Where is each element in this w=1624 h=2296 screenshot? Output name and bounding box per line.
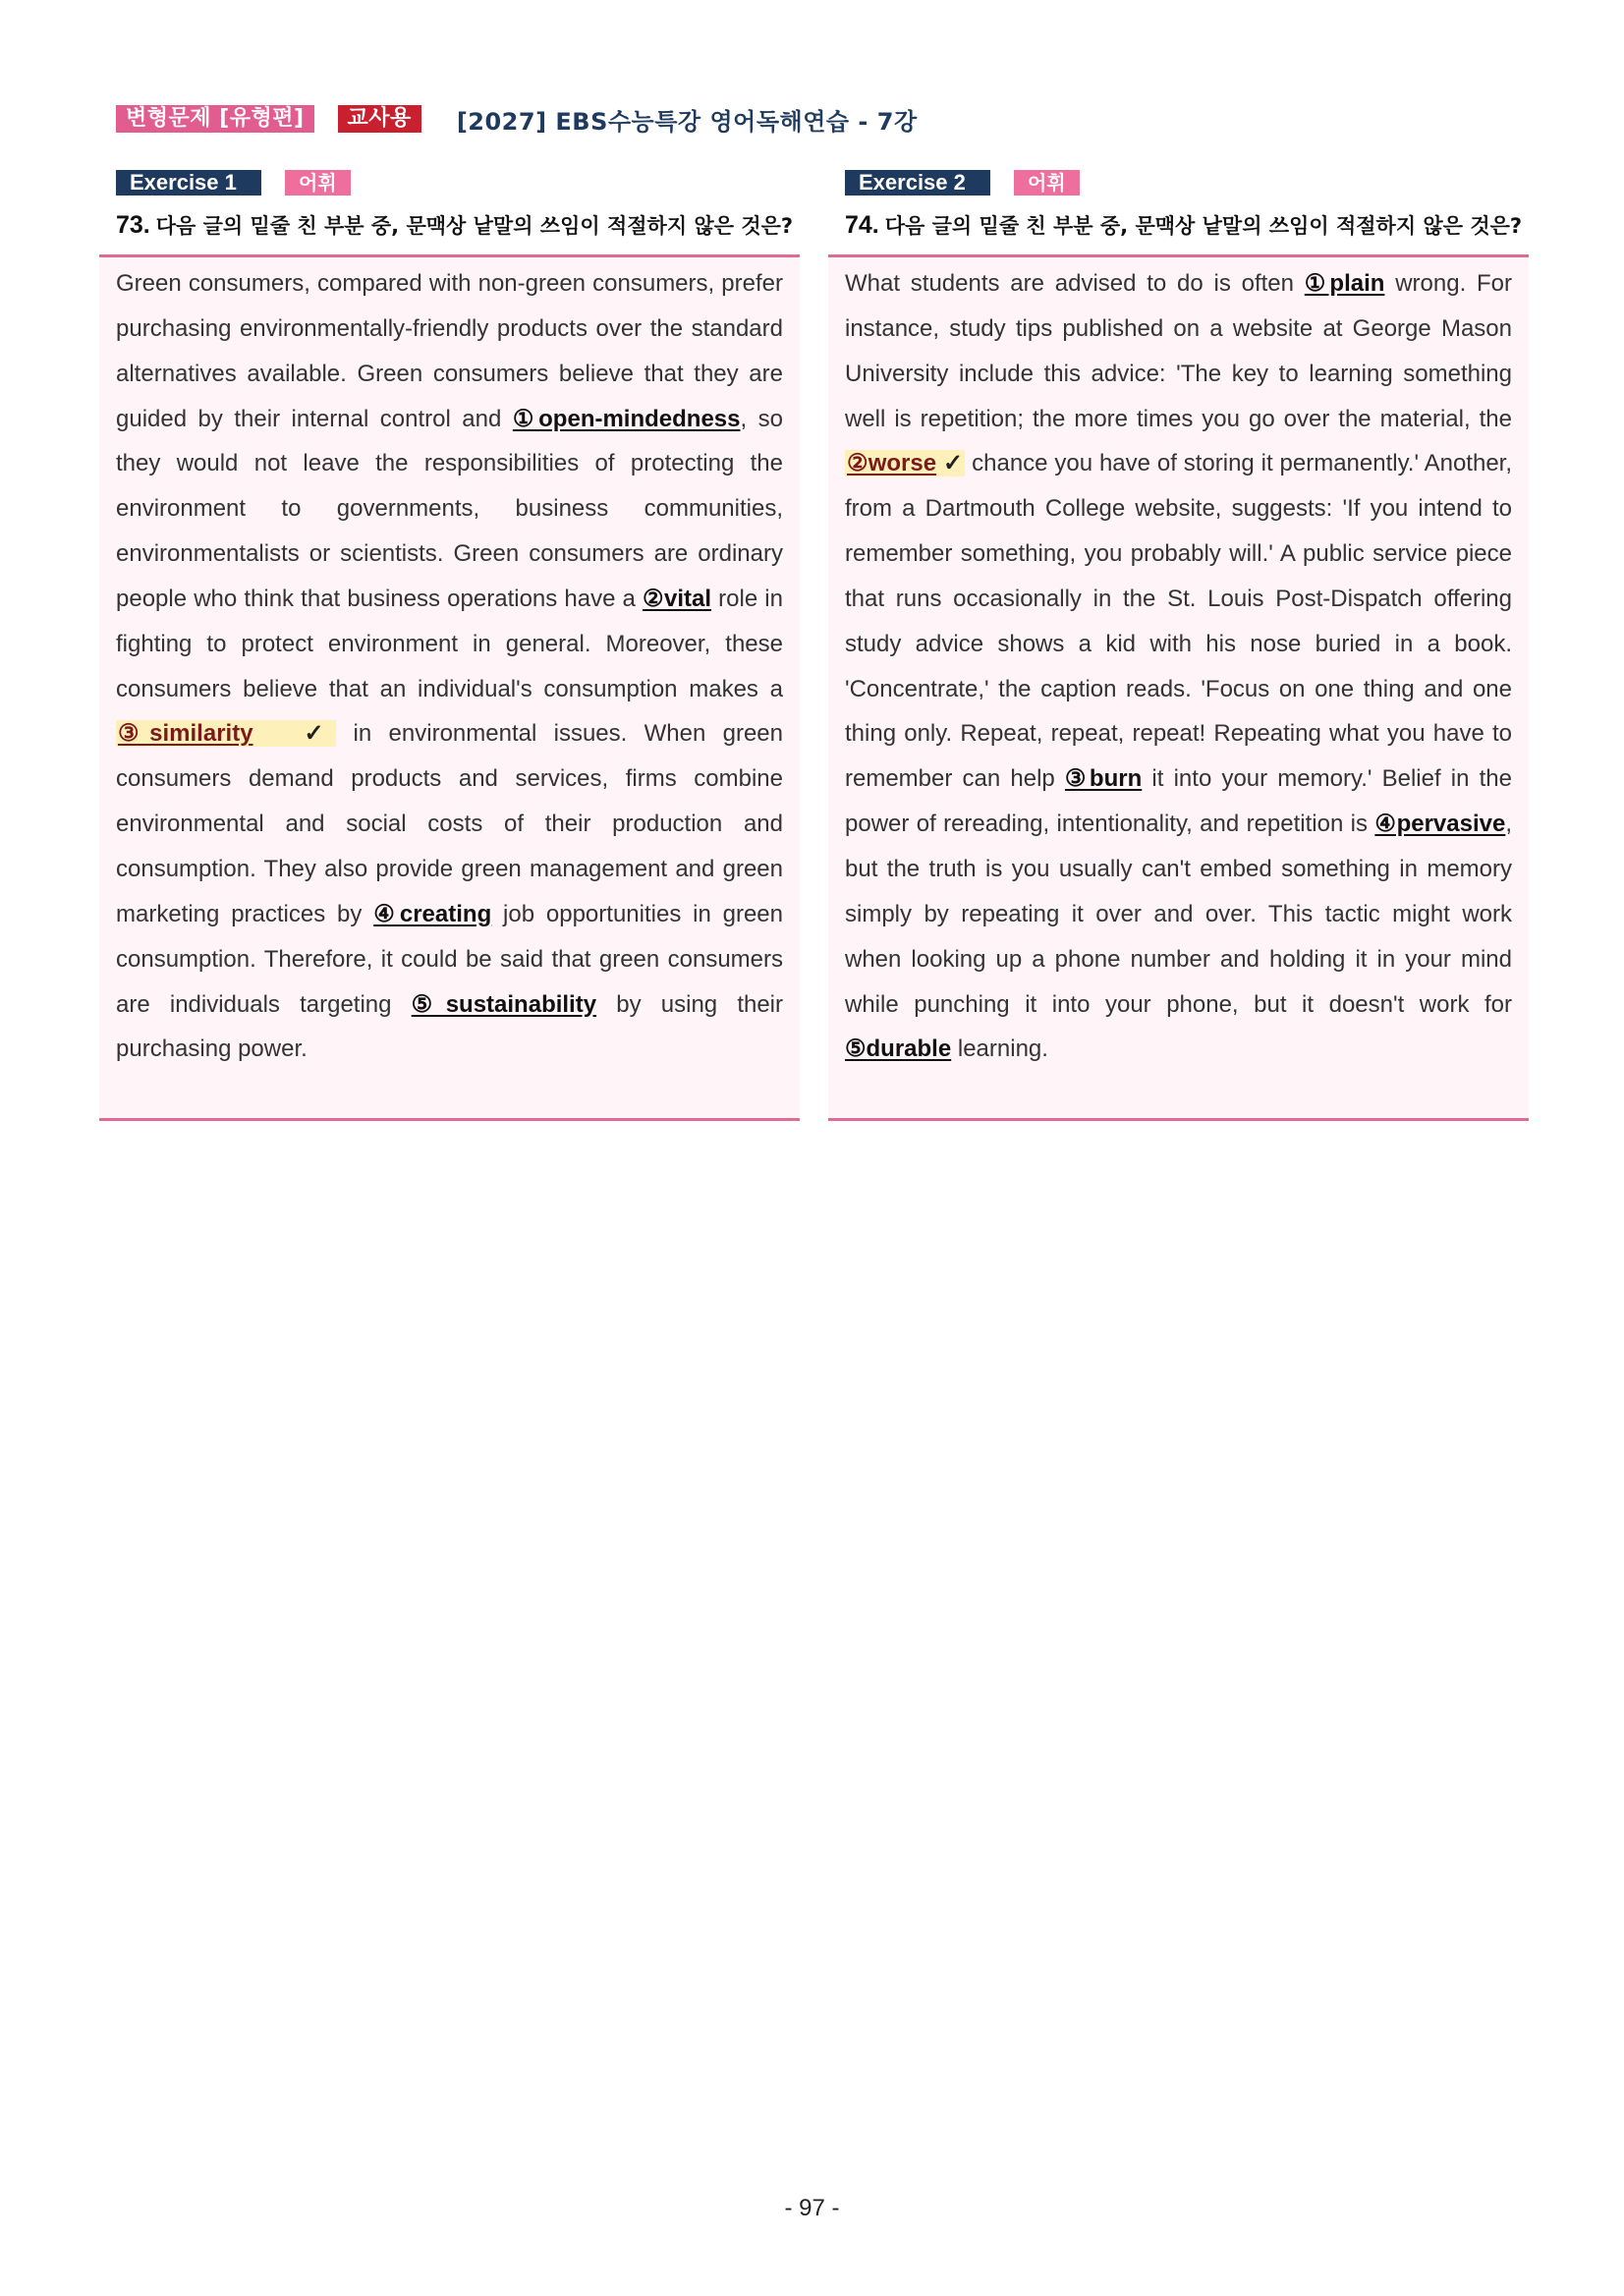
answer-highlight [116,720,336,747]
exercise-label: Exercise 1 [116,170,261,196]
question-text: 다음 글의 밑줄 친 부분 중, 문맥상 낱말의 쓰임이 적절하지 않은 것은? [155,214,794,238]
teacher-badge: 교사용 [338,105,421,133]
question-text: 다음 글의 밑줄 친 부분 중, 문맥상 낱말의 쓰임이 적절하지 않은 것은? [884,214,1523,238]
choice-1: ①open-mindedness [512,405,741,432]
choice-3: ③similarity [118,720,253,748]
page-number: - 97 - [784,2195,840,2221]
choice-5: ⑤sustainability [411,990,597,1018]
answer-highlight [845,450,965,476]
check-mark-icon: ✓ [942,450,964,477]
passage-text: , so they would not leave the responsibilities of protecting the environment to governments, business communities, environmentalists or scientists. Green consumers are ordinary people who think that business operations have a [116,405,784,612]
passage-text: in environmental issues. When green consumers demand products and services, firms combine environmental and social costs of their production and consumption. They also provide green management and green marketing practices by [116,720,784,927]
passage-text: chance you have of storing it permanently.' Another, from a Dartmouth College website, suggests: 'If you intend to remember something, you probably will.' A public service piece that runs occasionally in the St. Louis Post-Dispatch offering study advice shows a kid with his nose buried in a book. 'Concentrate,' the caption reads. 'Focus on one thing and one thing only. Repeat, repeat, repeat! Repeating what you have to remember can help [845,450,1512,793]
passage-text: Green consumers, compared with non-green consumers, prefer purchasing environmentally-friendly products over the standard alternatives available. Green consumers believe that they are guided by their internal control and [116,270,783,432]
category-badge: 어휘 [1014,170,1080,196]
choice-2: ②worse [847,450,937,477]
passage-box [828,254,1529,1121]
exercise-label: Exercise 2 [845,170,990,196]
category-badge: 어휘 [285,170,351,196]
type-badge: 변형문제 [유형편] [116,105,314,133]
passage-text: by using their purchasing power. [116,990,784,1063]
document-title: [2027] EBS수능특강 영어독해연습 - 7강 [456,107,918,136]
passage-text: , but the truth is you usually can't embed something in memory simply by repeating it over and over. This tactic might work when looking up a phone number and holding it in your mind while punching it into your phone, but it doesn't work for [845,811,1512,1018]
exercise-1-column [99,170,800,1121]
choice-2: ②vital [643,585,712,612]
passage-text: job opportunities in green consumption. Therefore, it could be said that green consumers are individuals targeting [116,900,783,1018]
choice-4: ④creating [373,900,492,927]
passage-box [99,254,800,1121]
choice-4: ④pervasive [1374,811,1506,838]
question-number: 73. [116,211,150,239]
question-prompt [845,207,1523,245]
exercise-2-column [828,170,1529,1121]
question-number: 74. [845,211,879,239]
passage-text: wrong. For instance, study tips published on a website at George Mason University include this advice: 'The key to learning something well is repetition; the more times you go over the material, the [845,270,1513,432]
passage-text: it into your memory.' Belief in the power of rereading, intentionality, and repetition is [845,765,1513,838]
passage-text: learning. [951,1036,1048,1063]
passage-text: role in fighting to protect environment in general. Moreover, these consumers believe that an individual's consumption makes a [116,585,783,702]
check-mark-icon: ✓ [304,720,335,748]
choice-5: ⑤durable [845,1036,952,1063]
page-header [116,104,918,134]
question-prompt [116,207,794,245]
choice-3: ③burn [1064,765,1143,793]
passage-text: What students are advised to do is often [845,270,1305,297]
choice-1: ①plain [1304,270,1385,297]
exercise-2-heading [845,170,1529,196]
exercise-1-heading [116,170,800,196]
